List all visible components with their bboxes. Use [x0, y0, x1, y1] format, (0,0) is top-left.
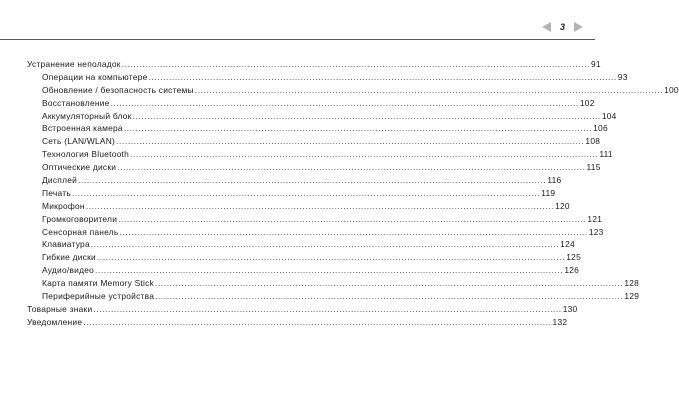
- dot-leader: ................................................................................................................................................................: [118, 213, 587, 224]
- toc-entry-label: Операции на компьютере: [42, 71, 148, 82]
- toc-entry[interactable]: [27, 264, 580, 277]
- toc-entry-label: Сенсорная панель: [42, 226, 119, 237]
- dot-leader: ................................................................................................................................................................: [119, 226, 588, 237]
- toc-entry-label: Периферийные устройства: [42, 291, 155, 302]
- page-number: 3: [559, 22, 565, 32]
- dot-leader: ................................................................................................................................................................: [155, 291, 624, 302]
- toc-entry[interactable]: [27, 238, 575, 251]
- toc-entry[interactable]: [27, 290, 640, 303]
- toc-entry[interactable]: [27, 303, 578, 316]
- header-divider: [0, 39, 595, 40]
- toc-entry[interactable]: [27, 200, 570, 213]
- toc-entry-page-number: 119: [541, 187, 556, 198]
- toc-entry-page-number: 100: [664, 84, 679, 95]
- toc-entry-page-number: 129: [624, 291, 640, 302]
- toc-entry-label: Уведомление: [27, 316, 83, 327]
- toc-entry-page-number: 106: [593, 123, 608, 134]
- toc-entry-label: Печать: [42, 187, 71, 198]
- toc-entry-page-number: 132: [552, 316, 568, 327]
- dot-leader: ................................................................................................................................................................: [116, 136, 585, 147]
- toc-entry[interactable]: [27, 187, 556, 200]
- toc-entry-page-number: 126: [564, 265, 580, 276]
- toc-entry-page-number: 111: [599, 149, 613, 160]
- toc-entry[interactable]: [27, 122, 608, 135]
- dot-leader: ................................................................................................................................................................: [85, 200, 555, 211]
- dot-leader: ................................................................................................................................................................: [123, 123, 593, 134]
- toc-entry-label: Восстановление: [42, 97, 110, 108]
- toc-entry[interactable]: [27, 174, 562, 187]
- toc-entry-label: Гибкие диски: [42, 252, 96, 263]
- toc-entry-label: Технология Bluetooth: [42, 149, 130, 160]
- toc-entry-label: Клавиатура: [42, 239, 90, 250]
- toc-entry[interactable]: [27, 316, 568, 329]
- toc-entry-label: Сеть (LAN/WLAN): [42, 136, 116, 147]
- toc-entry-label: Дисплей: [42, 175, 78, 186]
- page-header: [0, 0, 595, 40]
- dot-leader: ................................................................................................................................................................: [155, 278, 624, 289]
- table-of-contents: [27, 58, 679, 329]
- toc-entry[interactable]: [27, 71, 628, 84]
- dot-leader: ................................................................................................................................................................: [130, 149, 599, 160]
- dot-leader: ................................................................................................................................................................: [117, 162, 586, 173]
- toc-entry-page-number: 116: [547, 175, 562, 186]
- next-page-arrow-icon[interactable]: [574, 22, 583, 32]
- toc-entry[interactable]: [27, 135, 601, 148]
- dot-leader: ................................................................................................................................................................: [121, 59, 591, 69]
- toc-entry[interactable]: [27, 213, 603, 226]
- toc-entry-label: Оптические диски: [42, 162, 117, 173]
- toc-entry[interactable]: [27, 84, 679, 97]
- dot-leader: ................................................................................................................................................................: [78, 175, 547, 186]
- toc-entry[interactable]: [27, 251, 581, 264]
- toc-entry-page-number: 108: [585, 136, 601, 147]
- toc-entry-page-number: 104: [601, 110, 617, 121]
- dot-leader: ................................................................................................................................................................: [132, 110, 601, 121]
- toc-entry[interactable]: [27, 161, 601, 174]
- toc-entry-label: Микрофон: [42, 200, 85, 211]
- toc-entry-page-number: 115: [586, 162, 601, 173]
- toc-entry-label: Громкоговорители: [42, 213, 118, 224]
- toc-entry-label: Карта памяти Memory Stick: [42, 278, 155, 289]
- toc-entry-label: Встроенная камера: [42, 123, 123, 134]
- dot-leader: ................................................................................................................................................................: [83, 316, 552, 327]
- toc-entry[interactable]: [27, 277, 640, 290]
- dot-leader: ................................................................................................................................................................: [71, 187, 541, 198]
- toc-entry-label: Аудио/видео: [42, 265, 95, 276]
- dot-leader: ................................................................................................................................................................: [110, 97, 579, 108]
- toc-entry[interactable]: [27, 58, 601, 71]
- toc-entry-page-number: 123: [588, 226, 604, 237]
- toc-entry[interactable]: [27, 148, 613, 161]
- toc-entry-page-number: 91: [591, 59, 601, 69]
- toc-entry-page-number: 93: [617, 71, 628, 82]
- dot-leader: ................................................................................................................................................................: [90, 239, 560, 250]
- toc-entry-page-number: 121: [587, 213, 603, 224]
- toc-entry-page-number: 102: [579, 97, 595, 108]
- dot-leader: ................................................................................................................................................................: [93, 303, 562, 314]
- dot-leader: ................................................................................................................................................................: [96, 252, 566, 263]
- toc-entry-label: Аккумуляторный блок: [42, 110, 132, 121]
- toc-entry-label: Товарные знаки: [27, 303, 93, 314]
- toc-entry-page-number: 130: [562, 303, 578, 314]
- toc-entry[interactable]: [27, 97, 595, 110]
- toc-entry-page-number: 120: [555, 200, 570, 211]
- dot-leader: ................................................................................................................................................................: [95, 265, 564, 276]
- toc-entry-page-number: 125: [566, 252, 581, 263]
- toc-entry-label: Устранение неполадок: [27, 59, 121, 69]
- previous-page-arrow-icon[interactable]: [542, 22, 551, 32]
- toc-entry-label: Обновление / безопасность системы: [42, 84, 194, 95]
- toc-entry-page-number: 128: [624, 278, 640, 289]
- page-navigation: [542, 20, 583, 34]
- toc-entry[interactable]: [27, 226, 604, 239]
- toc-entry[interactable]: [27, 110, 617, 123]
- dot-leader: ................................................................................................................................................................: [194, 84, 664, 95]
- toc-entry-page-number: 124: [560, 239, 575, 250]
- dot-leader: ................................................................................................................................................................: [148, 71, 617, 82]
